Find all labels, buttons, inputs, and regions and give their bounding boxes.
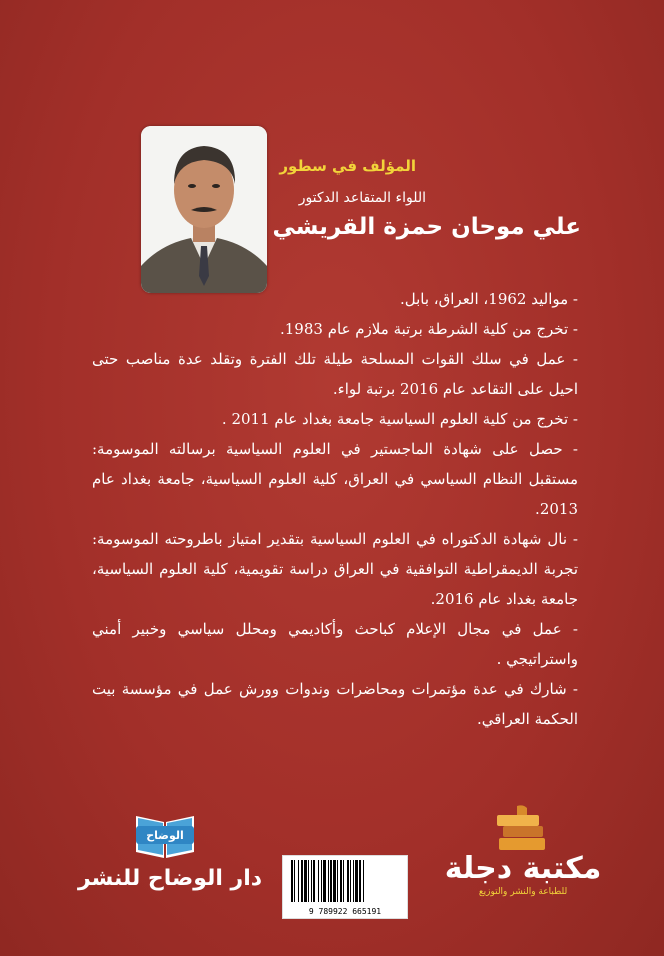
barcode-bar [294,860,295,902]
barcode-bar [340,860,342,902]
barcode-bar [343,860,344,902]
barcode-bar [323,860,326,902]
author-section-title: المؤلف في سطور [279,157,416,175]
barcode-bar [330,860,332,902]
bio-item: - مواليد 1962، العراق، بابل. [399,290,578,308]
publisher-right-name: مكتبة دجلة [444,851,602,886]
bio-item: - عمل في مجال الإعلام كباحث وأكاديمي ومحلل سياسي وخبير أمني واستراتيجي . [92,620,578,668]
barcode-bar [328,860,329,902]
barcode-bar [347,860,349,902]
barcode-bar [363,860,364,902]
publisher-logo-text: الوضاح [146,829,184,842]
author-bio [92,284,578,734]
open-book-icon [132,808,198,860]
barcode-bar [308,860,309,902]
barcode-bar [311,860,312,902]
bio-item: - تخرج من كلية العلوم السياسية جامعة بغداد عام 2011 . [221,410,578,428]
barcode [282,855,408,919]
publisher-left-name: دار الوضاح للنشر [77,866,263,891]
bio-item: - نال شهادة الدكتوراه في العلوم السياسية بتقدير امتياز باطروحته الموسومة: تجربة الديمقراطية التوافقية في العراق دراسة تقويمية، كلية العلوم السياسية، جامعة بغداد عام 2016. [92,530,578,608]
barcode-bar [321,860,322,902]
barcode-digits: 9 789922 665191 [308,907,382,916]
barcode-bar [333,860,336,902]
author-name: علي موحان حمزة القريشي [272,214,581,240]
books-stack-icon [493,802,551,856]
barcode-bar [301,860,303,902]
barcode-bar [304,860,307,902]
barcode-bar [318,860,319,902]
bio-item: - حصل على شهادة الماجستير في العلوم السياسية برسالته الموسومة: مستقبل النظام السياسي في العراق، كلية العلوم السياسية، جامعة بغداد عام 2013. [92,440,578,518]
barcode-bar [291,860,293,902]
bio-item: - عمل في سلك القوات المسلحة طيلة تلك الفترة وتقلد عدة مناصب حتى احيل على التقاعد عام 2016 برتبة لواء. [92,350,578,398]
barcode-bar [359,860,361,902]
barcode-bar [353,860,354,902]
barcode-bar [350,860,351,902]
barcode-bar [298,860,299,902]
publisher-right [428,852,618,898]
publisher-right-tagline: للطباعة والنشر والتوزيع [478,887,568,897]
barcode-bar [337,860,338,902]
bio-item: - تخرج من كلية الشرطة برتبة ملازم عام 1983. [279,320,578,338]
author-photo [141,126,267,293]
barcode-bar [313,860,315,902]
author-rank: اللواء المتقاعد الدكتور [298,190,426,206]
barcode-bar [355,860,358,902]
bio-item: - شارك في عدة مؤتمرات ومحاضرات وندوات وورش عمل في مؤسسة بيت الحكمة العراقي. [92,680,578,728]
